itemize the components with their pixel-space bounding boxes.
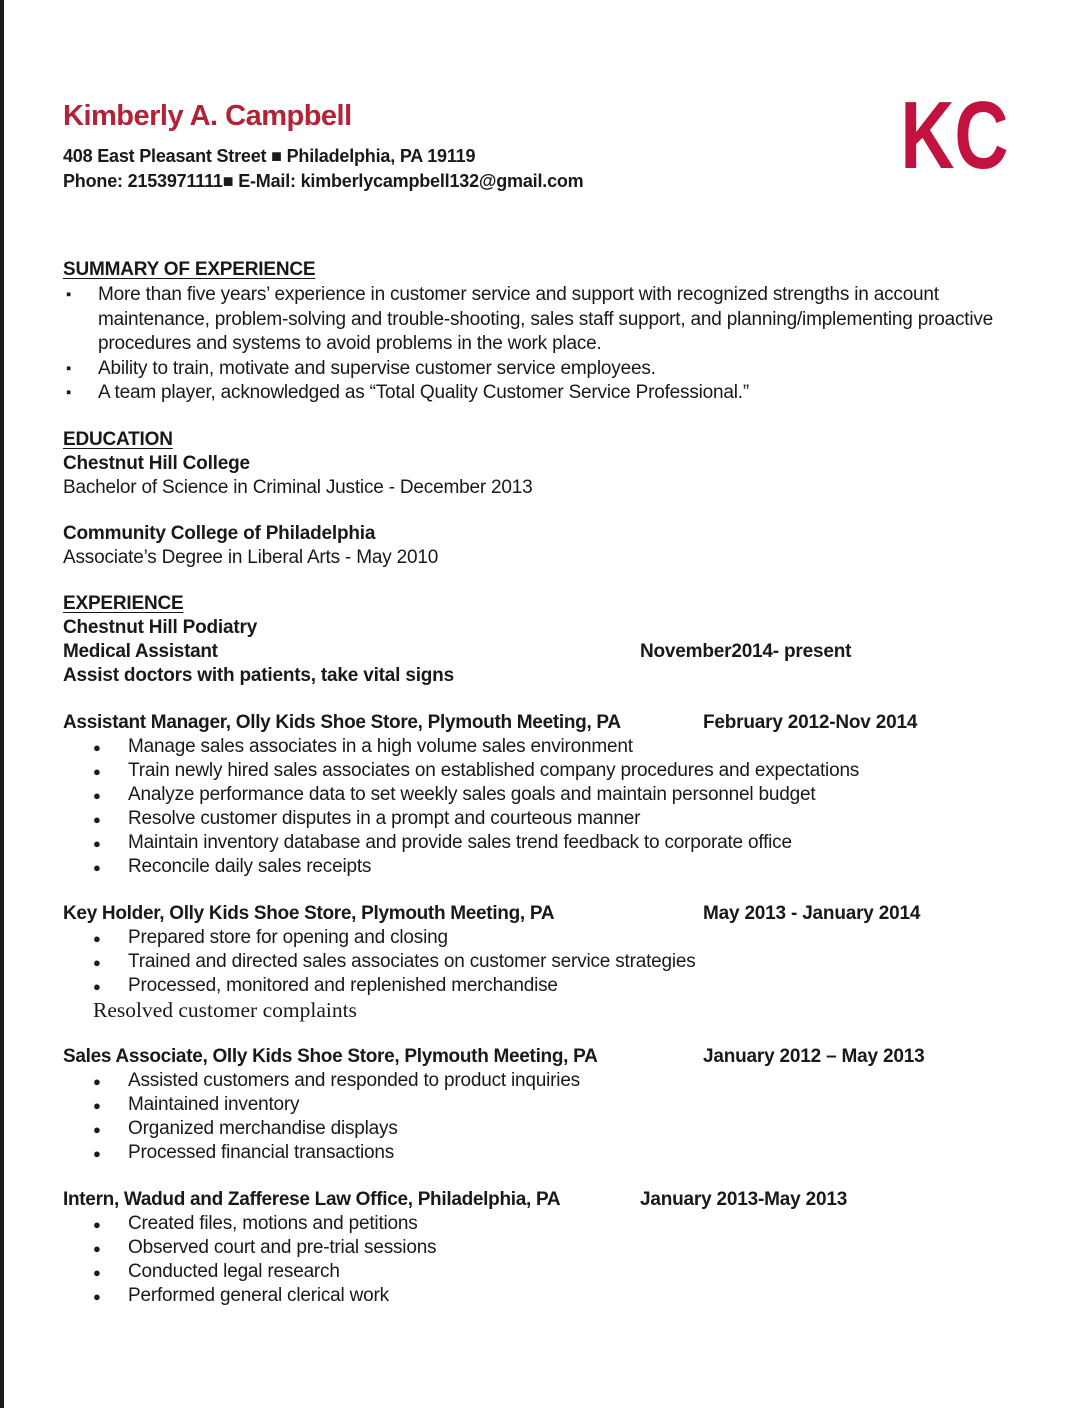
job-title: Sales Associate, Olly Kids Shoe Store, Plymouth Meeting, PA — [63, 1045, 598, 1067]
contact-line: Phone: 2153971111■ E-Mail: kimberlycampbell132@gmail.com — [63, 171, 584, 191]
job-entry — [63, 902, 1022, 1022]
job-title-row — [63, 1188, 1022, 1212]
education-heading: EDUCATION — [63, 428, 173, 450]
job-dates: May 2013 - January 2014 — [703, 902, 921, 924]
experience-heading: EXPERIENCE — [63, 592, 184, 614]
education-entry — [63, 522, 1022, 570]
summary-section — [63, 258, 1022, 406]
job-dates: February 2012-Nov 2014 — [703, 711, 918, 733]
job-bullet: ● Processed financial transactions — [63, 1141, 1008, 1165]
job-bullet: ● Analyze performance data to set weekly sales goals and maintain personnel budget — [63, 783, 1008, 807]
school-name: Community College of Philadelphia — [63, 522, 376, 544]
job-bullet: ● Maintained inventory — [63, 1093, 1008, 1117]
school-degree: Bachelor of Science in Criminal Justice - December 2013 — [63, 476, 533, 498]
summary-bullet: ▪ Ability to train, motivate and supervise customer service employees. — [63, 357, 1008, 382]
education-entry — [63, 452, 1022, 500]
person-name: Kimberly A. Campbell — [63, 100, 352, 132]
job-note: Resolved customer complaints — [93, 997, 357, 1022]
school-degree: Associate’s Degree in Liberal Arts - May 2010 — [63, 546, 439, 568]
job-entry — [63, 1045, 1022, 1165]
job-company: Chestnut Hill Podiatry — [63, 616, 258, 638]
job-bullet: ● Manage sales associates in a high volume sales environment — [63, 735, 1008, 759]
job-bullet: ● Created files, motions and petitions — [63, 1212, 1008, 1236]
job-dates: November2014- present — [640, 640, 852, 662]
job-title-row — [63, 1045, 1022, 1069]
monogram-initials: KC — [900, 82, 1008, 189]
job-title-row — [63, 902, 1022, 926]
job-entry — [63, 711, 1022, 879]
school-name: Chestnut Hill College — [63, 452, 250, 474]
resume-header — [63, 82, 1022, 194]
job-bullet: ● Maintain inventory database and provide sales trend feedback to corporate office — [63, 831, 1008, 855]
address-line: 408 East Pleasant Street ■ Philadelphia, PA 19119 — [63, 146, 476, 166]
job-bullet: ● Assisted customers and responded to product inquiries — [63, 1069, 1008, 1093]
job-bullet: ● Observed court and pre-trial sessions — [63, 1236, 1008, 1260]
job-bullet: ● Trained and directed sales associates on customer service strategies — [63, 950, 1008, 974]
job-title-row — [63, 640, 1022, 664]
job-bullet-list — [63, 926, 1022, 998]
job-subtitle: Assist doctors with patients, take vital signs — [63, 664, 454, 686]
experience-section — [63, 592, 1022, 1308]
job-bullet: ● Prepared store for opening and closing — [63, 926, 1008, 950]
job-bullet: ● Reconcile daily sales receipts — [63, 855, 1008, 879]
job-bullet-list — [63, 1069, 1022, 1165]
summary-heading: SUMMARY OF EXPERIENCE — [63, 259, 316, 280]
job-bullet: ● Performed general clerical work — [63, 1284, 1008, 1308]
job-bullet: ● Organized merchandise displays — [63, 1117, 1008, 1141]
job-bullet: ● Resolve customer disputes in a prompt and courteous manner — [63, 807, 1008, 831]
job-bullet-list — [63, 735, 1022, 879]
job-bullet-list — [63, 1212, 1022, 1308]
job-title: Assistant Manager, Olly Kids Shoe Store, Plymouth Meeting, PA — [63, 711, 621, 733]
job-bullet: ● Train newly hired sales associates on established company procedures and expectations — [63, 759, 1008, 783]
summary-bullet-list — [63, 283, 1022, 406]
summary-bullet: ▪ A team player, acknowledged as “Total Quality Customer Service Professional.” — [63, 381, 1008, 406]
job-dates: January 2012 – May 2013 — [703, 1045, 925, 1067]
job-entry — [63, 616, 1022, 688]
job-dates: January 2013-May 2013 — [640, 1188, 848, 1210]
job-title: Medical Assistant — [63, 640, 218, 662]
job-bullet: ● Conducted legal research — [63, 1260, 1008, 1284]
education-section — [63, 428, 1022, 570]
job-title-row — [63, 711, 1022, 735]
job-bullet: ● Processed, monitored and replenished merchandise — [63, 974, 1008, 998]
job-entry — [63, 1188, 1022, 1308]
job-title: Intern, Wadud and Zafferese Law Office, Philadelphia, PA — [63, 1188, 561, 1210]
job-title: Key Holder, Olly Kids Shoe Store, Plymouth Meeting, PA — [63, 902, 555, 924]
summary-bullet: ▪ More than five years’ experience in customer service and support with recognized strengths in account maintenance, problem-solving and trouble-shooting, sales staff support, and planning/implementing proactive procedures and systems to avoid problems in the work place. — [63, 283, 1008, 357]
